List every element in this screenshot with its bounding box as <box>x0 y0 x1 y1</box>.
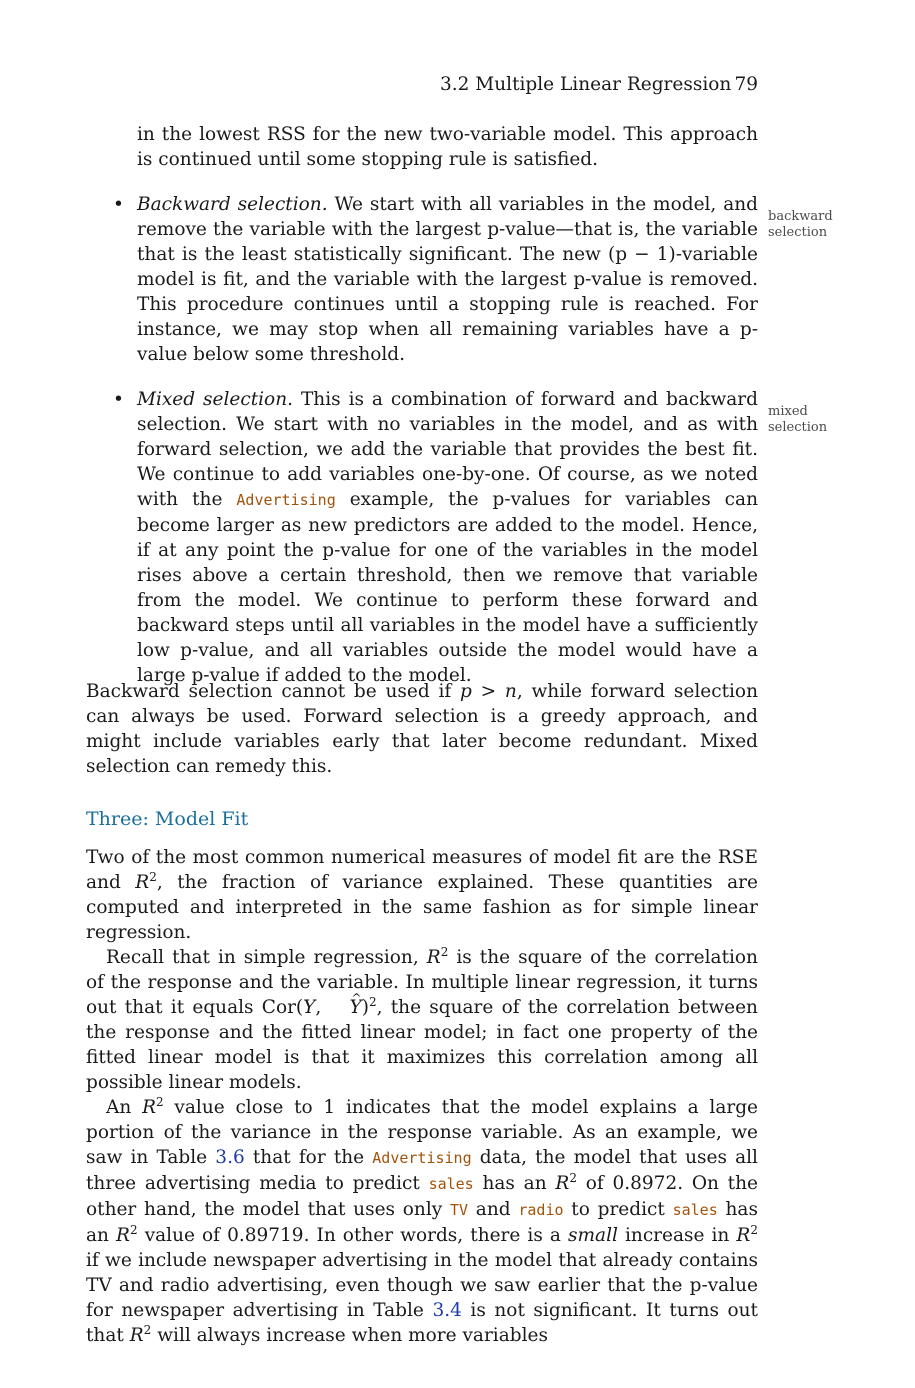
code-sales: sales <box>672 1201 718 1219</box>
y-hat-symbol: ^ Y <box>330 995 362 1020</box>
table-ref-3-6[interactable]: 3.6 <box>215 1147 245 1168</box>
backward-selection-title: Backward selection. <box>137 194 328 215</box>
running-header <box>440 72 758 97</box>
paragraph-r-squared: An $R^2$ value close to 1 indicates that the model explains a large portion of the variance in the response variable. As an example, we saw in Table 3.6 that for the Advertising data, the model that uses all three advertising media to predict sales has an $R^2$ of 0.8972. On the other hand, the model that uses only TV and radio to predict sales has an $R^2$ value of 0.89719. In other words, there is a small increase in $R^2$ if we include newspaper advertising in the model that already contains TV and radio advertising, even though we saw earlier that the p-value for newspaper advertising in Table 3.4 is not significant. It turns out that $R^2$ will always increase when more variables <box>86 1094 759 1346</box>
code-advertising: Advertising <box>372 1149 472 1167</box>
table-ref-3-4[interactable]: 3.4 <box>432 1300 462 1321</box>
backward-selection-text: Backward selection. We start with all variables in the model, and remove the variable with the largest p-value—that is, the variable that is the least statistically significant. The new (p − 1)-variable model is fit, and the variable with the largest p-value is removed. This procedure continues until a stopping rule is reached. For instance, we may stop when all remaining variables have a p-value below some threshold. <box>137 194 758 365</box>
mixed-selection-title: Mixed selection. <box>137 389 293 410</box>
bullet-icon: • <box>113 389 124 410</box>
continuation-text: in the lowest RSS for the new two-variable model. This approach is continued until some stopping rule is satisfied. <box>137 124 758 170</box>
code-advertising: Advertising <box>236 491 336 509</box>
margin-note-backward: backward selection <box>768 209 833 240</box>
mixed-selection-item <box>113 387 758 688</box>
margin-note-mixed: mixed selection <box>768 404 828 435</box>
code-tv: TV <box>449 1201 469 1219</box>
code-radio: radio <box>518 1201 564 1219</box>
summary-paragraph: Backward selection cannot be used if p > n, while forward selection can always be used. Forward selection is a greedy approach, and might include variables early that later become redundant. Mixed selection can remedy this. <box>86 681 758 777</box>
paragraph-correlation: Recall that in simple regression, $R^2$ is the square of the correlation of the response and the variable. In multiple linear regression, it turns out that it equals Cor(Y, ^ Y)$^2$, the square of the correlation between the response and the fitted linear model; in fact one property of the fitted linear model is that it maximizes this correlation among all possible linear models. <box>86 945 758 1095</box>
code-sales: sales <box>428 1175 474 1193</box>
continuation-paragraph <box>137 122 758 172</box>
paragraph-rse: Two of the most common numerical measures of model fit are the RSE and $R^2$, the fraction of variance explained. These quantities are computed and interpreted in the same fashion as for simple linear regression. <box>86 847 758 943</box>
bullet-icon: • <box>113 194 124 215</box>
backward-selection-item <box>113 192 758 367</box>
running-title: 3.2 Multiple Linear Regression <box>440 74 732 95</box>
model-fit-body <box>86 845 758 1348</box>
section-heading: Three: Model Fit <box>86 808 249 830</box>
mixed-selection-text: Mixed selection. This is a combination of forward and backward selection. We start with no variables in the model, and as with forward selection, we add the variable that provides the best fit. We continue to add variables one-by-one. Of course, as we noted with the Advertising example, the p-values for variables can become larger as new predictors are added to the model. Hence, if at any point the p-value for one of the variables in the model rises above a certain threshold, then we remove that variable from the model. We continue to perform these forward and backward steps until all variables in the model have a sufficiently low p-value, and all variables outside the model would have a large p-value if added to the model. <box>137 389 758 686</box>
page-number: 79 <box>734 74 758 95</box>
math-p-gt-n: p > n <box>460 681 517 702</box>
